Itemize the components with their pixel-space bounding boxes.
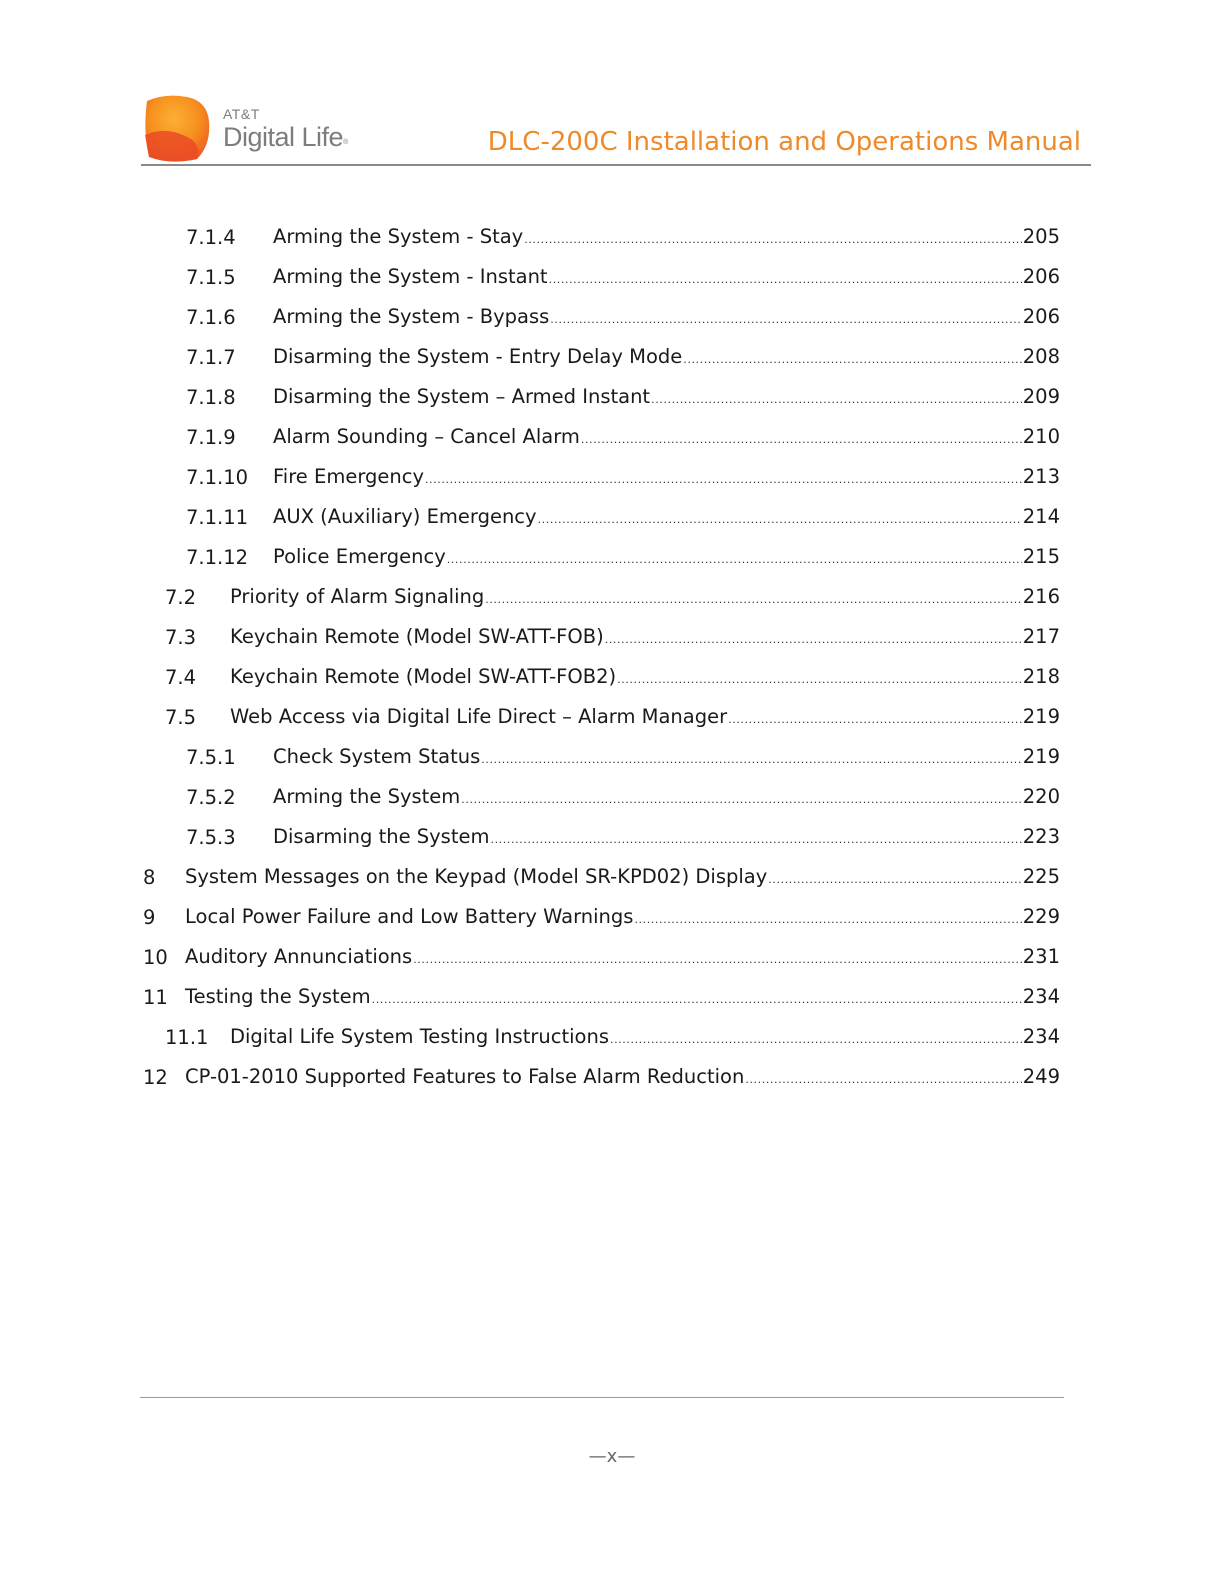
- toc-entry[interactable]: [165, 621, 1060, 655]
- toc-entry-page: 218: [1022, 664, 1060, 688]
- toc-entry[interactable]: [143, 901, 1060, 935]
- toc-entry-title: AUX (Auxiliary) Emergency: [273, 504, 537, 528]
- toc-entry-page: 210: [1022, 424, 1060, 448]
- toc-entry[interactable]: [165, 701, 1060, 735]
- toc-entry-number: 11.1: [165, 1026, 209, 1049]
- toc-entry[interactable]: [186, 301, 1060, 335]
- toc-entry-title: Local Power Failure and Low Battery Warnings: [185, 904, 634, 928]
- toc-entry-title: Keychain Remote (Model SW-ATT-FOB): [230, 624, 604, 648]
- toc-entry-page: 208: [1022, 344, 1060, 368]
- toc-entry[interactable]: [186, 261, 1060, 295]
- toc-entry-title: Disarming the System - Entry Delay Mode: [273, 344, 683, 368]
- toc-entry-page: 214: [1022, 504, 1060, 528]
- toc-dot-leader: [617, 663, 1022, 697]
- logo-digital-life-text: Digital Life: [223, 122, 344, 152]
- toc-entry-number: 7.1.7: [186, 346, 236, 369]
- toc-entry-page: 220: [1022, 784, 1060, 808]
- toc-entry-title: Police Emergency: [273, 544, 446, 568]
- toc-entry-number: 7.1.12: [186, 546, 249, 569]
- toc-dot-leader: [768, 863, 1021, 897]
- toc-entry[interactable]: [186, 381, 1060, 415]
- toc-dot-leader: [634, 903, 1021, 937]
- toc-entry-page: 219: [1022, 704, 1060, 728]
- toc-entry-title: Digital Life System Testing Instructions: [230, 1024, 609, 1048]
- toc-entry-page: 206: [1022, 264, 1060, 288]
- toc-entry[interactable]: [186, 421, 1060, 455]
- toc-entry-page: 205: [1022, 224, 1060, 248]
- toc-entry-page: 213: [1022, 464, 1060, 488]
- page-number: —x—: [588, 1446, 636, 1467]
- toc-entry-title: Priority of Alarm Signaling: [230, 584, 485, 608]
- toc-dot-leader: [481, 743, 1022, 777]
- toc-entry[interactable]: [165, 661, 1060, 695]
- toc-entry[interactable]: [143, 861, 1060, 895]
- toc-entry-title: CP-01-2010 Supported Features to False Alarm Reduction: [185, 1064, 745, 1088]
- logo-att: AT&T: [223, 106, 260, 122]
- toc-entry-page: 249: [1022, 1064, 1060, 1088]
- toc-entry-title: Web Access via Digital Life Direct – Alarm Manager: [230, 704, 728, 728]
- toc-entry-title: Disarming the System – Armed Instant: [273, 384, 651, 408]
- toc-dot-leader: [683, 343, 1022, 377]
- footer-divider: [140, 1397, 1064, 1398]
- toc-dot-leader: [447, 543, 1022, 577]
- toc-entry-title: Keychain Remote (Model SW-ATT-FOB2): [230, 664, 617, 688]
- toc-entry-page: 225: [1022, 864, 1060, 888]
- toc-dot-leader: [605, 623, 1022, 657]
- toc-entry-number: 7.4: [165, 666, 197, 689]
- toc-entry-title: Fire Emergency: [273, 464, 424, 488]
- toc-entry-title: Check System Status: [273, 744, 481, 768]
- toc-entry-number: 7.1.5: [186, 266, 236, 289]
- toc-entry-number: 7.5.3: [186, 826, 236, 849]
- toc-entry[interactable]: [143, 1061, 1060, 1095]
- digital-life-logo-icon: [141, 95, 211, 163]
- toc-entry[interactable]: [186, 461, 1060, 495]
- toc-entry[interactable]: [186, 821, 1060, 855]
- toc-dot-leader: [538, 503, 1022, 537]
- toc-entry-number: 7.1.4: [186, 226, 236, 249]
- toc-entry-number: 12: [143, 1066, 168, 1089]
- toc-entry-number: 9: [143, 906, 156, 929]
- toc-dot-leader: [651, 383, 1022, 417]
- toc-dot-leader: [550, 303, 1021, 337]
- toc-entry-page: 209: [1022, 384, 1060, 408]
- toc-dot-leader: [610, 1023, 1022, 1057]
- toc-entry-number: 7.1.6: [186, 306, 236, 329]
- logo-digital-life: [223, 122, 348, 152]
- toc-entry-page: 206: [1022, 304, 1060, 328]
- toc-entry[interactable]: [143, 981, 1060, 1015]
- toc-entry[interactable]: [165, 1021, 1060, 1055]
- toc-entry[interactable]: [186, 541, 1060, 575]
- toc-entry-number: 7.1.8: [186, 386, 236, 409]
- toc-entry-page: 229: [1022, 904, 1060, 928]
- toc-entry-number: 8: [143, 866, 156, 889]
- toc-dot-leader: [549, 263, 1022, 297]
- toc-entry-page: 215: [1022, 544, 1060, 568]
- toc-entry-number: 7.2: [165, 586, 197, 609]
- toc-entry-title: Disarming the System: [273, 824, 490, 848]
- toc-entry[interactable]: [165, 581, 1060, 615]
- toc-entry[interactable]: [186, 501, 1060, 535]
- toc-dot-leader: [728, 703, 1022, 737]
- toc-dot-leader: [425, 463, 1022, 497]
- toc-entry-number: 7.5.2: [186, 786, 236, 809]
- toc-entry[interactable]: [143, 941, 1060, 975]
- toc-entry-title: Arming the System - Bypass: [273, 304, 550, 328]
- toc-entry-number: 7.1.10: [186, 466, 249, 489]
- toc-entry-title: Arming the System - Stay: [273, 224, 524, 248]
- toc-dot-leader: [461, 783, 1021, 817]
- toc-entry[interactable]: [186, 741, 1060, 775]
- toc-entry[interactable]: [186, 781, 1060, 815]
- toc-dot-leader: [745, 1063, 1021, 1097]
- brand-logo-text: [223, 106, 348, 152]
- toc-entry-number: 7.5: [165, 706, 197, 729]
- toc-entry-number: 7.3: [165, 626, 197, 649]
- toc-entry-page: 234: [1022, 984, 1060, 1008]
- toc-dot-leader: [413, 943, 1022, 977]
- toc-entry-page: 234: [1022, 1024, 1060, 1048]
- toc-entry-number: 10: [143, 946, 168, 969]
- toc-entry-title: Testing the System: [185, 984, 371, 1008]
- toc-entry-page: 217: [1022, 624, 1060, 648]
- toc-entry-title: Auditory Annunciations: [185, 944, 413, 968]
- toc-entry-title: Arming the System: [273, 784, 461, 808]
- toc-entry-number: 11: [143, 986, 168, 1009]
- toc-entry-number: 7.1.9: [186, 426, 236, 449]
- toc-entry-title: System Messages on the Keypad (Model SR-KPD02) Display: [185, 864, 768, 888]
- toc-entry[interactable]: [186, 341, 1060, 375]
- toc-entry-title: Arming the System - Instant: [273, 264, 548, 288]
- toc-entry-number: 7.1.11: [186, 506, 249, 529]
- toc-entry-page: 223: [1022, 824, 1060, 848]
- toc-dot-leader: [524, 223, 1022, 257]
- toc-dot-leader: [372, 983, 1022, 1017]
- toc-dot-leader: [581, 423, 1022, 457]
- toc-dot-leader: [485, 583, 1022, 617]
- toc-entry-page: 231: [1022, 944, 1060, 968]
- toc-entry-title: Alarm Sounding – Cancel Alarm: [273, 424, 580, 448]
- page-header: [141, 92, 1091, 166]
- logo-registered-mark: ®: [343, 139, 348, 146]
- toc-entry-page: 216: [1022, 584, 1060, 608]
- toc-entry-page: 219: [1022, 744, 1060, 768]
- document-title: DLC-200C Installation and Operations Manual: [487, 127, 1081, 157]
- toc-dot-leader: [490, 823, 1021, 857]
- toc-entry-number: 7.5.1: [186, 746, 236, 769]
- toc-entry[interactable]: [186, 221, 1060, 255]
